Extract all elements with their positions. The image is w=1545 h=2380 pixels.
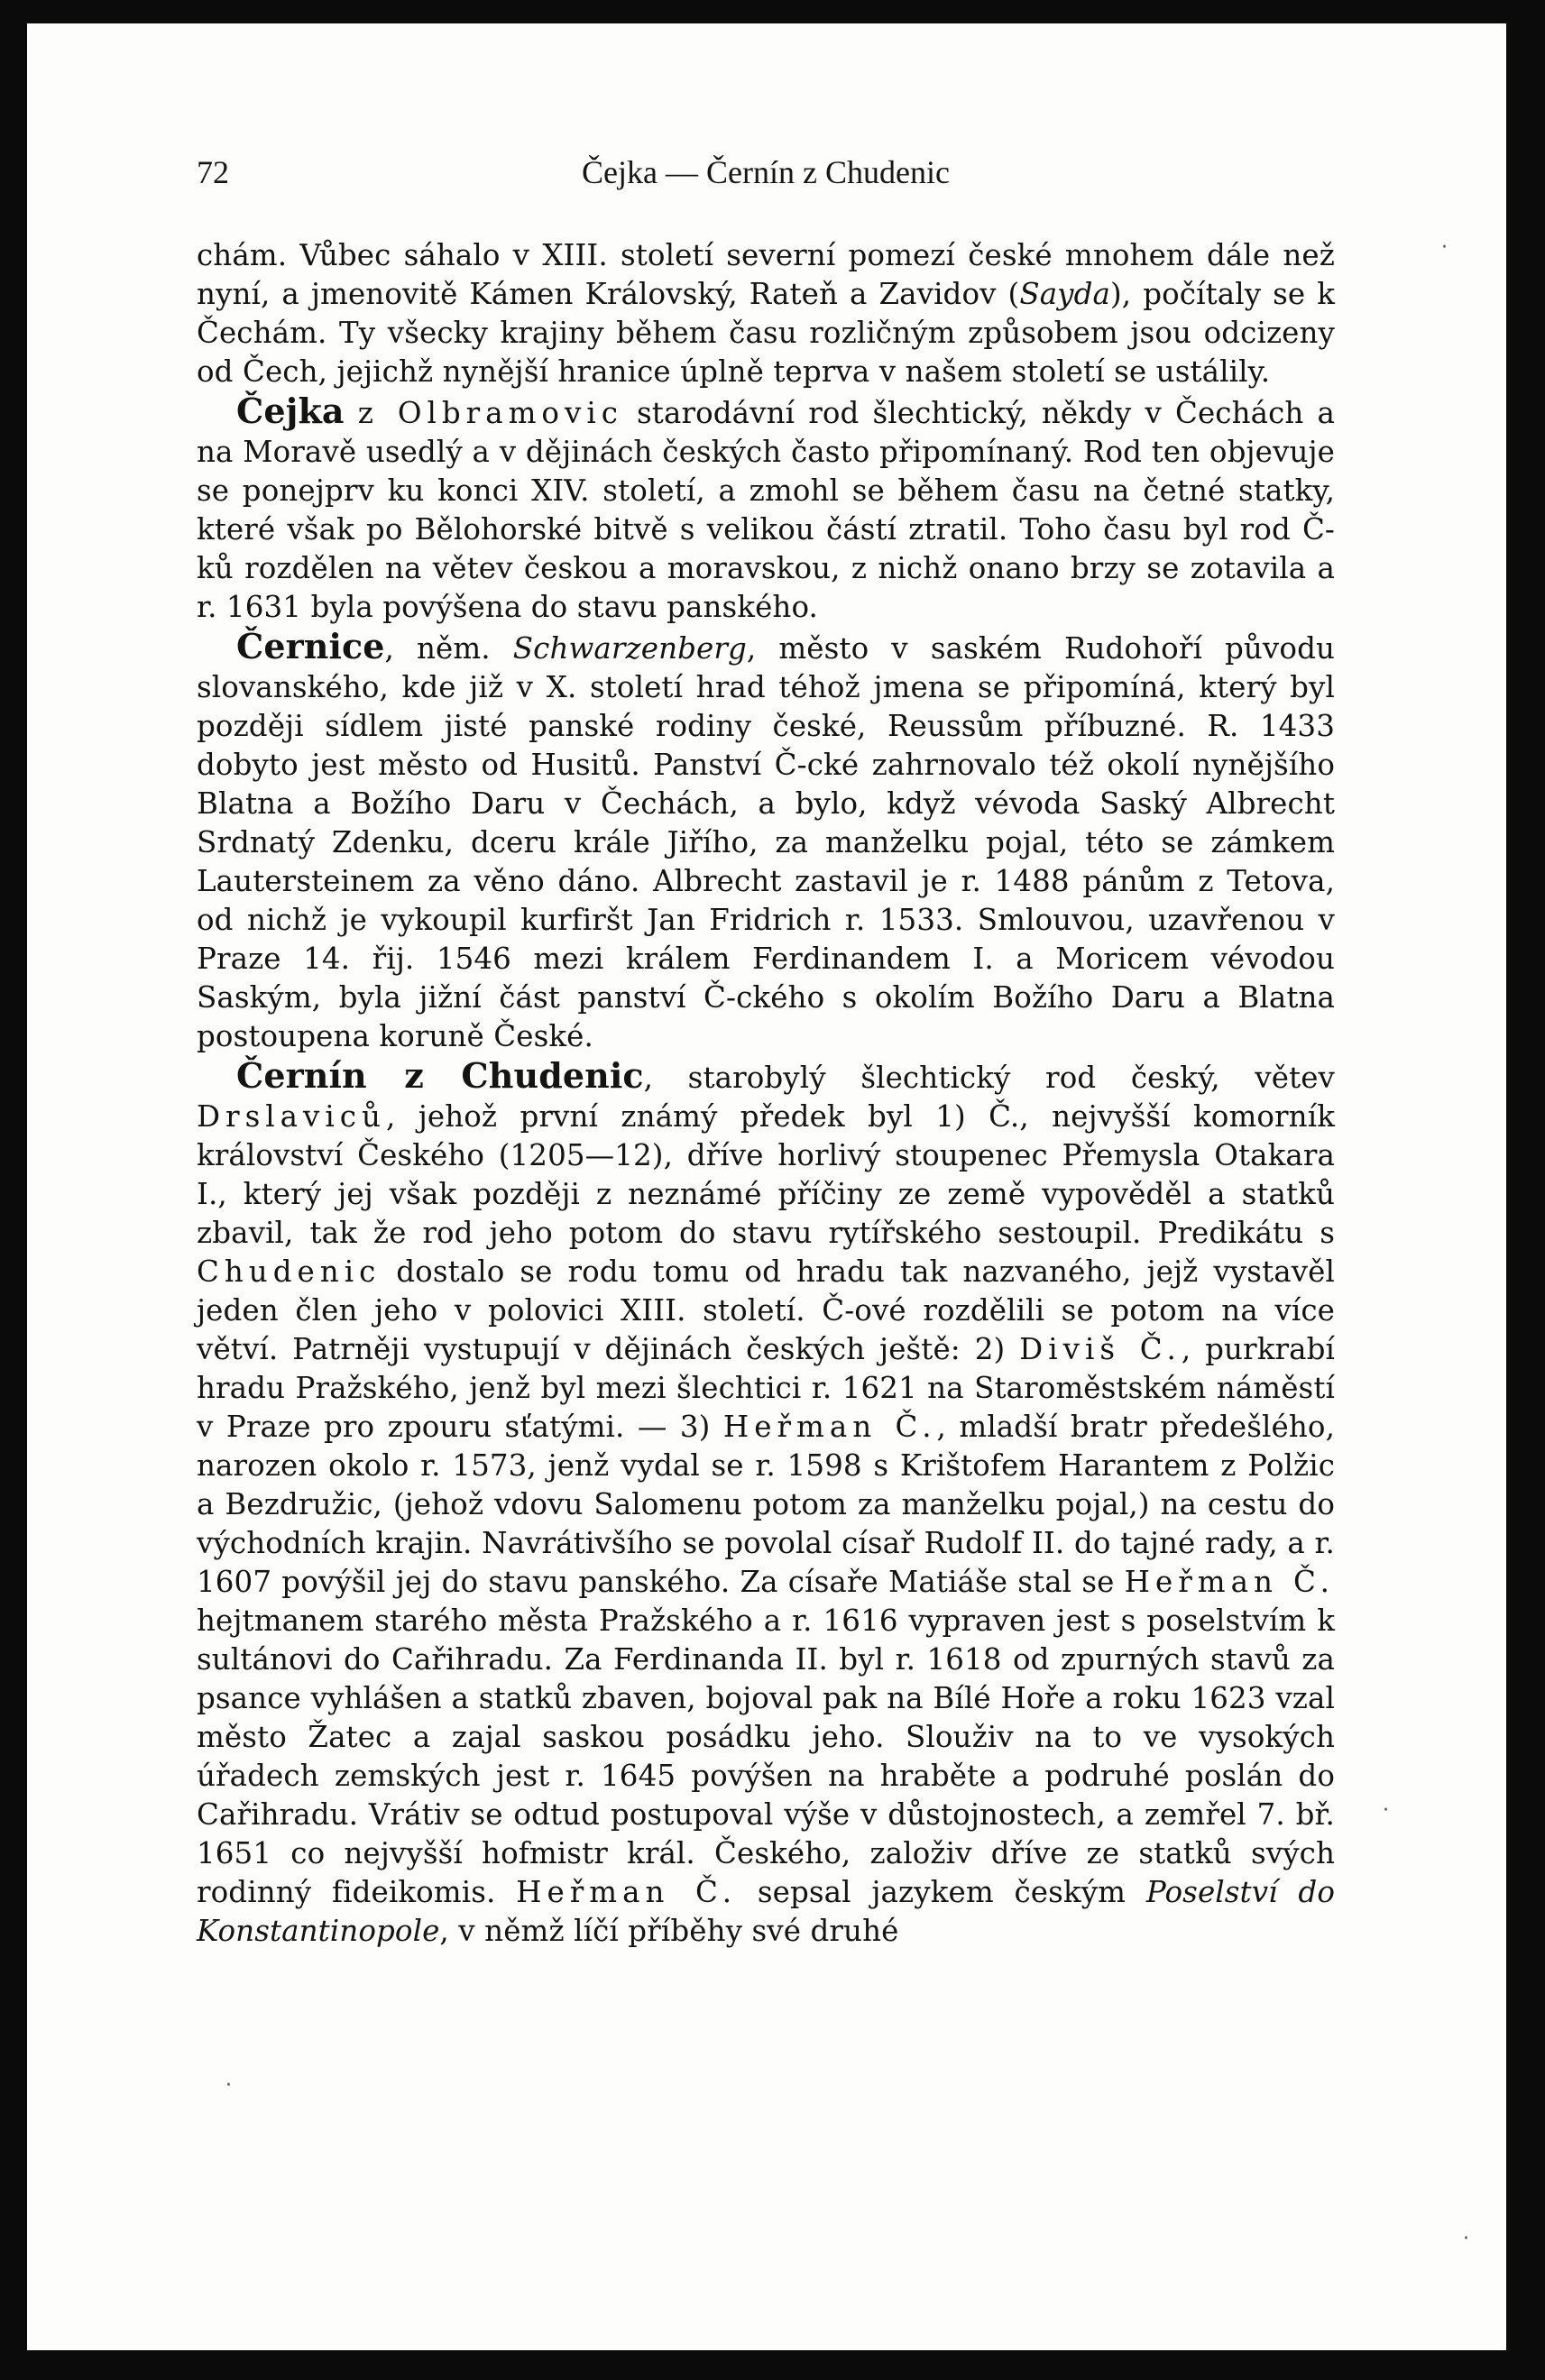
scan-speck: · — [1463, 2228, 1469, 2250]
running-title: Čejka — Černín z Chudenic — [582, 154, 950, 190]
page-number: 72 — [197, 154, 229, 190]
scan-speck: · — [225, 2074, 232, 2097]
entry-cernice: Černice, něm. Schwarzenberg, město v saském Rudohoří původu slovanského, kde již v X. století hrad téhož jmena se připomíná, který byl později sídlem jisté panské rodiny české, Reussům příbuzné. R. 1433 dobyto jest město od Husitů. Panství Č-cké zahrnovalo též okolí nynějšího Blatna a Božího Daru v Čechách, a bylo, když vévoda Saský Albrecht Srdnatý Zdenku, dceru krále Jiřího, za manželku pojal, této se zámkem Lautersteinem za věno dáno. Albrecht zastavil je r. 1488 pánům z Tetova, od nichž je vykoupil kurfiršt Jan Fridrich r. 1533. Smlouvou, uzavřenou v Praze 14. řij. 1546 mezi králem Ferdinandem I. a Moricem vévodou Saským, byla jižní část panství Č-ckého s okolím Božího Daru a Blatna postoupena koruně České. — [197, 626, 1335, 1053]
page-header — [197, 153, 1335, 198]
headword: Černice — [236, 626, 385, 666]
body-text — [197, 236, 1335, 1951]
paragraph-continuation: chám. Vůbec sáhalo v XIII. století severní pomezí české mnohem dále než nyní, a jmenovitě Kámen Královský, Rateň a Zavidov (Sayda), počítaly se k Čechám. Ty všecky krajiny během času rozličným způsobem jsou odcizeny od Čech, jejichž nynější hranice úplně teprva v našem století se ustálily. — [197, 238, 1336, 389]
headword: Čejka — [236, 391, 345, 431]
entry-cernin-z-chudenic: Černín z Chudenic, starobylý šlechtický rod český, větev Drslaviců, jehož první známý předek byl 1) Č., nejvyšší komorník království Českého (1205—12), dříve horlivý stoupenec Přemysla Otakara I., který jej však později z neznámé příčiny ze země vypověděl a statků zbavil, tak že rod jeho potom do stavu rytířského sestoupil. Predikátu s Chudenic dostalo se rodu tomu od hradu tak nazvaného, jejž vystavěl jeden člen jeho v polovici XIII. století. Č-ové rozdělili se potom na více větví. Patrněji vystupují v dějinách českých ještě: 2) Diviš Č., purkrabí hradu Pražského, jenž byl mezi šlechtici r. 1621 na Staroměstském náměstí v Praze pro zpouru sťatými. — 3) Heřman Č., mladší bratr předešlého, narozen okolo r. 1573, jenž vydal se r. 1598 s Krištofem Harantem z Polžic a Bezdružic, (jehož vdovu Salomenu potom za manželku pojal,) na cestu do východních krajin. Navrátivšího se povolal císař Rudolf II. do tajné rady, a r. 1607 povýšil jej do stavu panského. Za císaře Matiáše stal se Heřman Č. hejtmanem starého města Pražského a r. 1616 vypraven jest s poselstvím k sultánovi do Cařihradu. Za Ferdinanda II. byl r. 1618 od zpurných stavů za psance vyhlášen a statků zbaven, bojoval pak na Bílé Hoře a roku 1623 vzal město Žatec a zajal saskou posádku jeho. Slouživ na to ve vysokých úřadech zemských jest r. 1645 povýšen na hraběte a podruhé poslán do Cařihradu. Vrátiv se odtud postupoval výše v důstojnostech, a zemřel 7. bř. 1651 co nejvyšší hofmistr král. Českého, založiv dříve ze statků svých rodinný fideikomis. Heřman Č. sepsal jazykem českým Poselství do Konstantinopole, v němž líčí příběhy své druhé — [197, 1055, 1336, 1948]
scan-speck: · — [1383, 1799, 1389, 1822]
entry-cejka: Čejka z Olbramovic starodávní rod šlechtický, někdy v Čechách a na Moravě usedlý a v dějinách českých často připomínaný. Rod ten objevuje se ponejprv ku konci XIV. století, a zmohl se během času na četné statky, které však po Bělohorské bitvě s velikou částí ztratil. Toho času byl rod Č-ků rozdělen na větev českou a moravskou, z nichž onano brzy se zotavila a r. 1631 byla povýšena do stavu panského. — [197, 391, 1335, 624]
scan-speck: · — [1441, 236, 1448, 259]
headword: Černín z Chudenic — [236, 1055, 644, 1096]
